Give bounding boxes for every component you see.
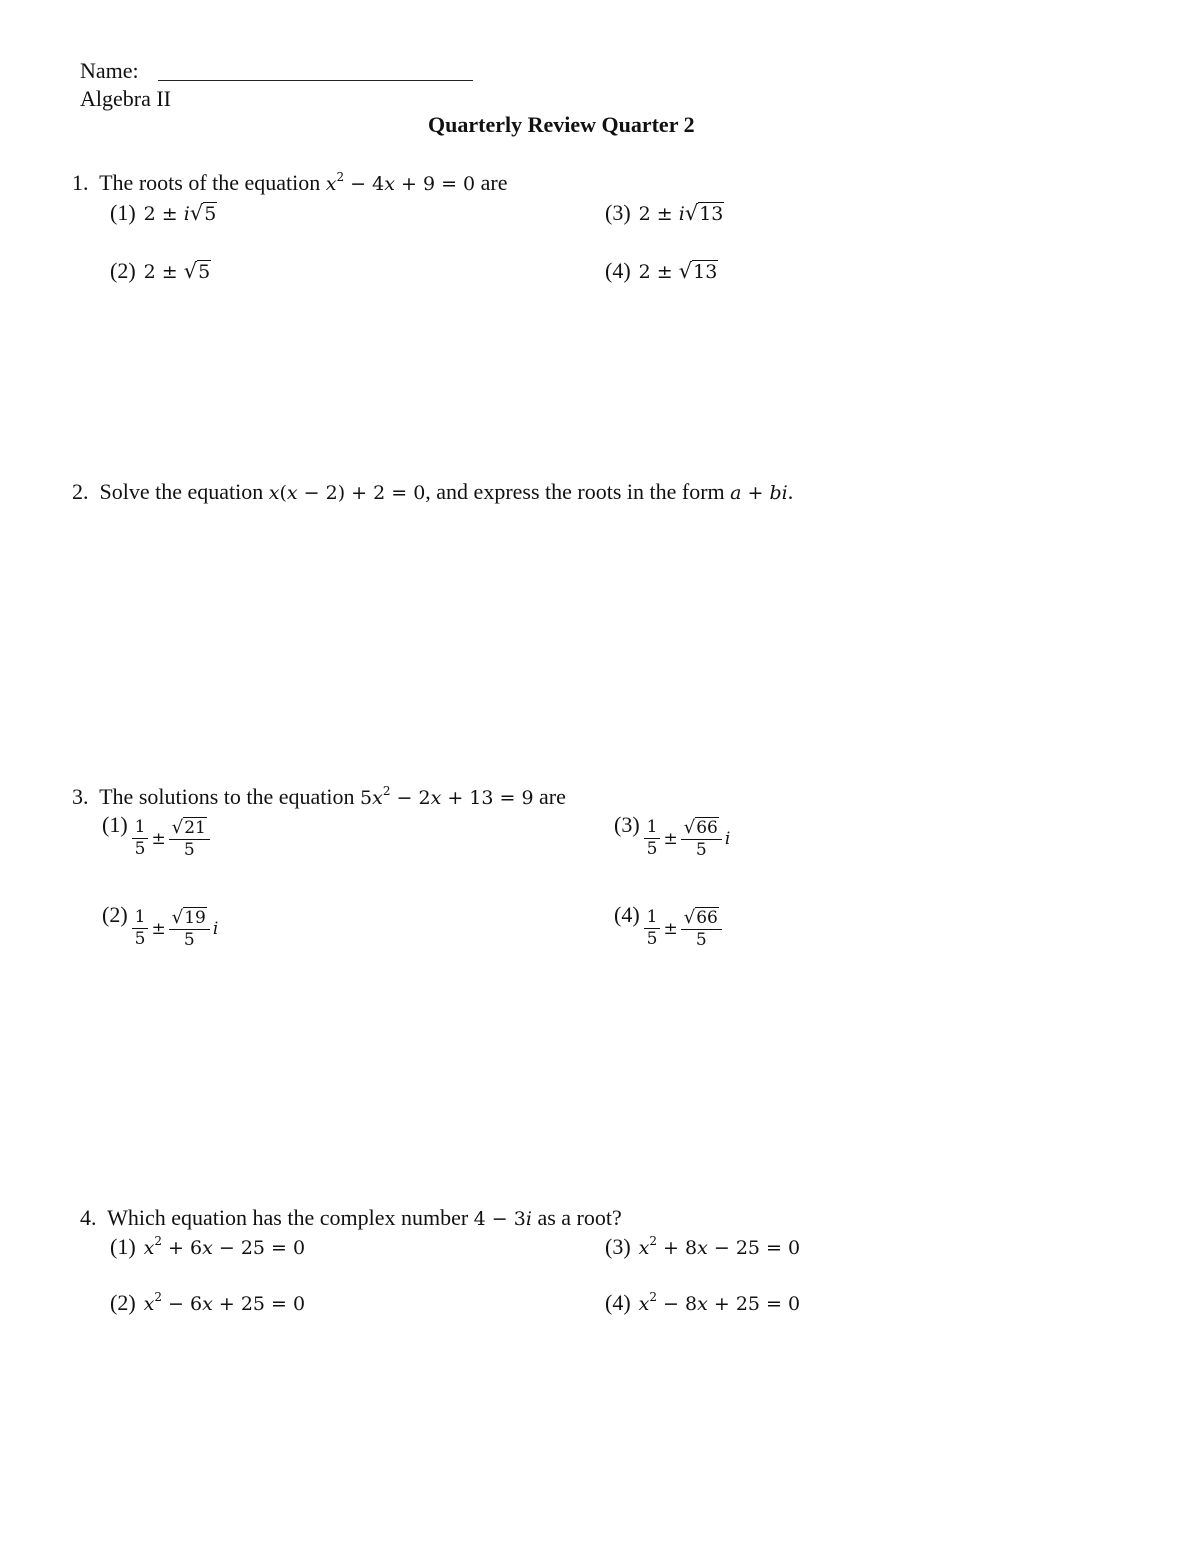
q1-option-1-value: 2 ± i√5 bbox=[143, 201, 217, 225]
q3-option-3-value: $\frac{1}{5}$ ± $\frac{√66}{5}$ i bbox=[644, 819, 731, 859]
q4-option-3-value: $x^2 + 8x - 25 = 0$ bbox=[638, 1234, 801, 1259]
q1-number: 1. bbox=[72, 170, 89, 195]
q3-text-after: are bbox=[539, 784, 566, 809]
question-3 bbox=[72, 784, 566, 811]
q3-option-4-value: $\frac{1}{5}$ ± $\frac{√66}{5}$ bbox=[644, 909, 725, 949]
q4-number: 4. bbox=[80, 1205, 97, 1230]
q3-equation: $5x^2 - 2x + 13 = 9$ bbox=[360, 784, 534, 809]
q1-equation: $x^2 - 4x + 9 = 0$ bbox=[325, 170, 476, 195]
q3-text-before: The solutions to the equation bbox=[99, 784, 355, 809]
q2-text-end: . bbox=[787, 479, 794, 504]
q2-text-before: Solve the equation bbox=[99, 479, 264, 504]
page-title: Quarterly Review Quarter 2 bbox=[428, 112, 695, 137]
q1-text-before: The roots of the equation bbox=[99, 170, 321, 195]
q4-option-2[interactable]: (2) $x^2 - 6x + 25 = 0$ bbox=[110, 1290, 306, 1315]
q1-option-3-value: 2 ± i√13 bbox=[638, 201, 724, 225]
q1-option-4-value: 2 ± √13 bbox=[638, 259, 718, 283]
q4-option-1-value: $x^2 + 6x - 25 = 0$ bbox=[143, 1234, 306, 1259]
q3-option-1[interactable]: (1) $\frac{1}{5}$ ± $\frac{√21}{5}$ bbox=[102, 812, 213, 859]
q2-number: 2. bbox=[72, 479, 89, 504]
q4-option-4[interactable]: (4) $x^2 - 8x + 25 = 0$ bbox=[605, 1290, 801, 1315]
question-1 bbox=[72, 170, 508, 197]
q3-option-3[interactable]: (3) $\frac{1}{5}$ ± $\frac{√66}{5}$ i bbox=[614, 812, 731, 860]
q1-option-2-value: 2 ± √5 bbox=[143, 259, 211, 283]
q4-text-before: Which equation has the complex number bbox=[107, 1205, 469, 1230]
q1-option-3[interactable]: (3) 2 ± i√13 bbox=[605, 200, 724, 225]
q4-text-after: as a root? bbox=[537, 1205, 622, 1230]
q3-option-1-value: $\frac{1}{5}$ ± $\frac{√21}{5}$ bbox=[132, 819, 213, 859]
q4-complex-number: 4 − 3i bbox=[473, 1208, 532, 1230]
q3-option-2[interactable]: (2) $\frac{1}{5}$ ± $\frac{√19}{5}$ i bbox=[102, 902, 219, 950]
name-label: Name: bbox=[80, 58, 139, 83]
q3-number: 3. bbox=[72, 784, 89, 809]
question-4 bbox=[80, 1205, 622, 1232]
q4-option-3[interactable]: (3) $x^2 + 8x - 25 = 0$ bbox=[605, 1234, 801, 1259]
q4-option-4-value: $x^2 - 8x + 25 = 0$ bbox=[638, 1290, 801, 1315]
course-label: Algebra II bbox=[80, 86, 172, 111]
q3-option-2-value: $\frac{1}{5}$ ± $\frac{√19}{5}$ i bbox=[132, 909, 219, 949]
q1-option-4[interactable]: (4) 2 ± √13 bbox=[605, 258, 718, 283]
q3-option-4[interactable]: (4) $\frac{1}{5}$ ± $\frac{√66}{5}$ bbox=[614, 902, 725, 949]
question-2 bbox=[72, 479, 793, 506]
q1-option-1[interactable]: (1) 2 ± i√5 bbox=[110, 200, 217, 225]
name-blank-line[interactable] bbox=[158, 80, 473, 81]
q2-text-mid: , and express the roots in the form bbox=[425, 479, 725, 504]
q4-option-2-value: $x^2 - 6x + 25 = 0$ bbox=[143, 1290, 306, 1315]
q2-equation: x(x − 2) + 2 = 0 bbox=[268, 482, 426, 504]
q1-option-2[interactable]: (2) 2 ± √5 bbox=[110, 258, 211, 283]
q1-text-after: are bbox=[480, 170, 508, 195]
q2-form: a + bi bbox=[730, 482, 788, 504]
q4-option-1[interactable]: (1) $x^2 + 6x - 25 = 0$ bbox=[110, 1234, 306, 1259]
